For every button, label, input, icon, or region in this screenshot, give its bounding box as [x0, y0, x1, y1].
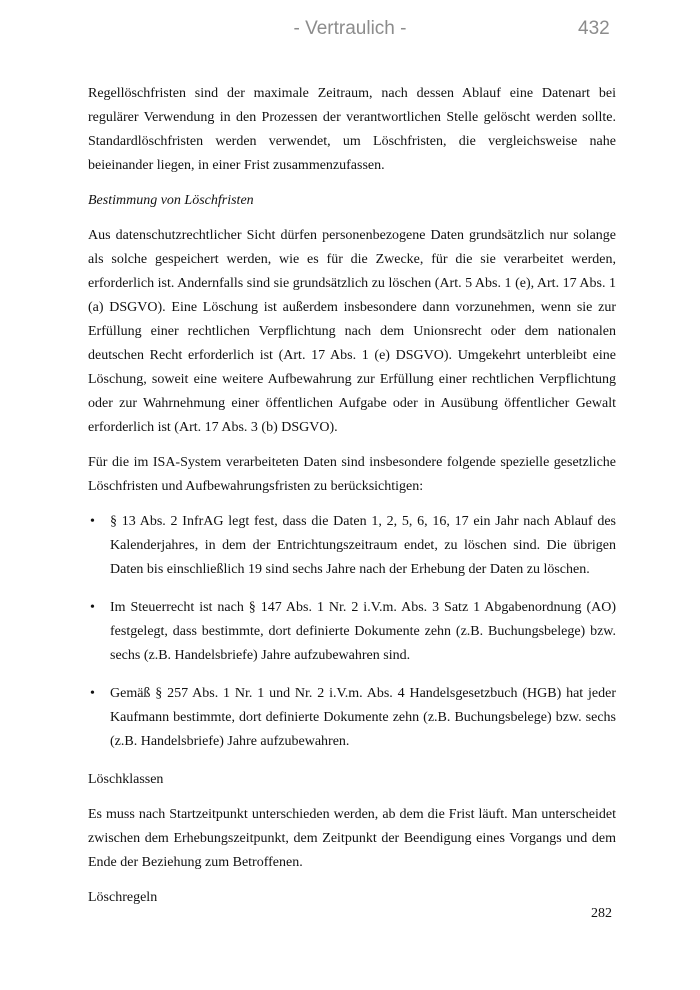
list-item-text: § 13 Abs. 2 InfrAG legt fest, dass die Daten 1, 2, 5, 6, 16, 17 ein Jahr nach Ablauf des Kalenderjahres, in dem der Entrichtungszeitraum endet, zu löschen sind. Die übrigen Daten bis einschließlich 19 sind sechs Jahre nach der Erhebung der Daten zu löschen.	[110, 514, 616, 577]
list-item-text: Im Steuerrecht ist nach § 147 Abs. 1 Nr. 2 i.V.m. Abs. 3 Satz 1 Abgabenordnung (AO) festgelegt, dass bestimmte, dort definierte Dokumente zehn (z.B. Buchungsbelege) bzw. sechs (z.B. Handelsbriefe) Jahre aufzubewahren sind.	[110, 600, 616, 663]
list-item	[88, 596, 616, 668]
paragraph-regelloeschfristen: Regellöschfristen sind der maximale Zeitraum, nach dessen Ablauf eine Datenart bei regulärer Verwendung in den Prozessen der verantwortlichen Stelle gelöscht werden sollte. Standardlöschfristen werden verwendet, um Löschfristen, die vergleichsweise nahe beieinander liegen, in einer Frist zusammenzufassen.	[88, 86, 616, 173]
heading-bestimmung-von-loeschfristen: Bestimmung von Löschfristen	[88, 193, 254, 208]
bullet-icon: •	[90, 686, 95, 701]
list-item	[88, 510, 616, 582]
heading-loeschregeln: Löschregeln	[88, 890, 158, 905]
footer-page-number: 282	[591, 906, 612, 921]
list-item	[88, 682, 616, 754]
bullet-list-fristen	[88, 510, 616, 754]
paragraph-datenschutz: Aus datenschutzrechtlicher Sicht dürfen personenbezogene Daten grundsätzlich nur solange als solche gespeichert werden, wie es für die Zwecke, für die sie verarbeitet werden, erforderlich ist. Andernfalls sind sie grundsätzlich zu löschen (Art. 5 Abs. 1 (e), Art. 17 Abs. 1 (a) DSGVO). Eine Löschung ist außerdem insbesondere dann vorzunehmen, wenn sie zur Erfüllung einer rechtlichen Verpflichtung nach dem Unionsrecht oder dem nationalen deutschen Recht erforderlich ist (Art. 17 Abs. 1 (e) DSGVO). Umgekehrt unterbleibt eine Löschung, soweit eine weitere Aufbewahrung zur Erfüllung einer rechtlichen Verpflichtung oder zur Wahrnehmung einer öffentlichen Aufgabe oder in Ausübung öffentlicher Gewalt erforderlich ist (Art. 17 Abs. 3 (b) DSGVO).	[88, 228, 616, 435]
bullet-icon: •	[90, 600, 95, 615]
list-item-text: Gemäß § 257 Abs. 1 Nr. 1 und Nr. 2 i.V.m. Abs. 4 Handelsgesetzbuch (HGB) hat jeder Kaufmann bestimmte, dort definierte Dokumente zehn (z.B. Buchungsbelege) bzw. sechs (z.B. Handelsbriefe) Jahre aufzubewahren.	[110, 686, 616, 749]
bullet-icon: •	[90, 514, 95, 529]
paragraph-startzeitpunkt: Es muss nach Startzeitpunkt unterschieden werden, ab dem die Frist läuft. Man unterscheidet zwischen dem Erhebungszeitpunkt, dem Zeitpunkt der Beendigung eines Vorgangs und dem Ende der Beziehung zum Betroffenen.	[88, 807, 616, 870]
header-confidential-label: - Vertraulich -	[293, 18, 407, 39]
heading-loeschklassen: Löschklassen	[88, 772, 164, 787]
page-body	[88, 82, 616, 921]
paragraph-isa-system: Für die im ISA-System verarbeiteten Daten sind insbesondere folgende spezielle gesetzliche Löschfristen und Aufbewahrungsfristen zu berücksichtigen:	[88, 455, 616, 494]
header-document-number: 432	[578, 18, 610, 39]
